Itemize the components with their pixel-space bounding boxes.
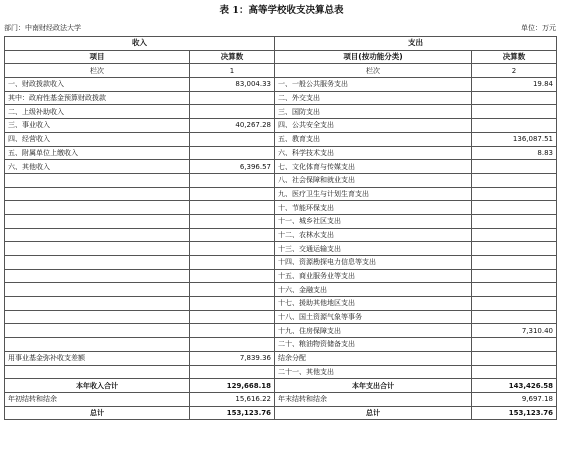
expense-amount-cell [472,160,557,174]
expense-amount-cell [472,365,557,379]
expense-amount-cell [472,338,557,352]
table-row [5,214,557,228]
expense-item-cell: 十八、国土资源气象等事务 [275,310,472,324]
income-amount-cell [190,256,275,270]
expense-lanci-label: 栏次 [275,64,472,78]
income-item-cell [5,187,190,201]
income-total-value: 129,668.18 [190,379,275,393]
income-item-cell [5,283,190,297]
income-amount-cell [190,269,275,283]
income-expense-table [4,36,557,420]
table-row [5,228,557,242]
income-item-header: 项目 [5,50,190,64]
expense-amount-cell [472,351,557,365]
table-row [5,91,557,105]
income-item-cell: 四、经营收入 [5,132,190,146]
income-item-cell [5,310,190,324]
column-header-row [5,50,557,64]
income-item-cell [5,338,190,352]
expense-item-cell: 四、公共安全支出 [275,119,472,133]
table-row [5,242,557,256]
carryover-row [5,392,557,406]
expense-item-cell: 九、医疗卫生与计划生育支出 [275,187,472,201]
expense-item-cell: 七、文化体育与传媒支出 [275,160,472,174]
begin-balance-label: 年初结转和结余 [5,392,190,406]
table-row [5,269,557,283]
expense-amount-cell [472,310,557,324]
table-row [5,119,557,133]
expense-item-cell: 十六、金融支出 [275,283,472,297]
income-amount-cell [190,173,275,187]
income-amount-cell [190,283,275,297]
table-row [5,132,557,146]
expense-amount-cell: 136,087.51 [472,132,557,146]
income-amount-cell: 7,839.36 [190,351,275,365]
expense-section-header: 支出 [275,37,557,51]
income-item-cell: 二、上级补助收入 [5,105,190,119]
expense-amount-cell [472,91,557,105]
expense-amount-cell [472,228,557,242]
expense-amount-cell [472,173,557,187]
expense-total-value: 143,426.58 [472,379,557,393]
expense-item-cell: 二、外交支出 [275,91,472,105]
expense-item-cell: 五、教育支出 [275,132,472,146]
expense-amount-cell [472,297,557,311]
expense-item-cell: 十九、住房保障支出 [275,324,472,338]
income-total-label: 本年收入合计 [5,379,190,393]
table-row [5,365,557,379]
table-row [5,173,557,187]
income-amount-cell [190,132,275,146]
income-amount-cell: 6,396.57 [190,160,275,174]
income-amount-cell [190,146,275,160]
expense-item-cell: 结余分配 [275,351,472,365]
column-index-row [5,64,557,78]
income-amount-cell [190,310,275,324]
table-row [5,297,557,311]
income-item-cell [5,201,190,215]
income-item-cell [5,269,190,283]
income-item-cell: 六、其他收入 [5,160,190,174]
income-lanci-number: 1 [190,64,275,78]
income-amount-cell [190,187,275,201]
table-row [5,78,557,92]
expense-amount-cell [472,105,557,119]
end-balance-label: 年末结转和结余 [275,392,472,406]
income-amount-cell [190,242,275,256]
expense-item-cell: 六、科学技术支出 [275,146,472,160]
table-row [5,256,557,270]
income-amount-cell [190,201,275,215]
section-header-row [5,37,557,51]
expense-item-header: 项目(按功能分类) [275,50,472,64]
grand-total-row [5,406,557,420]
expense-amount-cell [472,242,557,256]
expense-amount-cell [472,201,557,215]
income-amount-cell [190,365,275,379]
expense-amount-cell [472,283,557,297]
income-amount-cell [190,338,275,352]
expense-item-cell: 十五、商业服务业等支出 [275,269,472,283]
income-item-cell [5,214,190,228]
expense-item-cell: 十、节能环保支出 [275,201,472,215]
page-title: 表 1：高等学校收支决算总表 [219,5,344,16]
unit-label: 单位：万元 [521,24,556,32]
expense-amount-cell [472,214,557,228]
income-item-cell [5,242,190,256]
income-item-cell [5,297,190,311]
expense-amount-cell [472,269,557,283]
income-amount-cell: 83,004.33 [190,78,275,92]
table-row [5,310,557,324]
expense-amount-header: 决算数 [472,50,557,64]
expense-amount-cell [472,187,557,201]
income-amount-cell: 40,267.28 [190,119,275,133]
income-amount-cell [190,105,275,119]
expense-item-cell: 十三、交通运输支出 [275,242,472,256]
table-row [5,105,557,119]
income-section-header: 收入 [5,37,275,51]
income-item-cell [5,365,190,379]
income-item-cell: 三、事业收入 [5,119,190,133]
income-amount-cell [190,91,275,105]
expense-amount-cell [472,256,557,270]
expense-grand-label: 总计 [275,406,472,420]
department-label: 部门：中南财经政法大学 [4,24,81,32]
income-grand-value: 153,123.76 [190,406,275,420]
expense-total-label: 本年支出合计 [275,379,472,393]
income-amount-header: 决算数 [190,50,275,64]
expense-item-cell: 八、社会保障和就业支出 [275,173,472,187]
income-item-cell [5,324,190,338]
expense-amount-cell: 8.83 [472,146,557,160]
expense-item-cell: 十四、资源勘探电力信息等支出 [275,256,472,270]
expense-amount-cell: 7,310.40 [472,324,557,338]
expense-item-cell: 二十一、其他支出 [275,365,472,379]
income-lanci-label: 栏次 [5,64,190,78]
income-item-cell: 用事业基金弥补收支差额 [5,351,190,365]
expense-item-cell: 十一、城乡社区支出 [275,214,472,228]
expense-amount-cell: 19.84 [472,78,557,92]
expense-grand-value: 153,123.76 [472,406,557,420]
income-item-cell: 其中：政府性基金预算财政拨款 [5,91,190,105]
annual-total-row [5,379,557,393]
table-row [5,338,557,352]
table-row [5,351,557,365]
income-item-cell [5,256,190,270]
expense-item-cell: 二十、粮油物资储备支出 [275,338,472,352]
income-item-cell: 一、财政拨款收入 [5,78,190,92]
income-item-cell: 五、附属单位上缴收入 [5,146,190,160]
income-item-cell [5,228,190,242]
expense-item-cell: 十七、援助其他地区支出 [275,297,472,311]
income-amount-cell [190,324,275,338]
end-balance-value: 9,697.18 [472,392,557,406]
table-row [5,201,557,215]
expense-item-cell: 一、一般公共服务支出 [275,78,472,92]
table-row [5,187,557,201]
begin-balance-value: 15,616.22 [190,392,275,406]
income-amount-cell [190,297,275,311]
expense-amount-cell [472,119,557,133]
table-row [5,324,557,338]
table-row [5,283,557,297]
table-row [5,160,557,174]
report-meta [4,22,556,34]
expense-item-cell: 三、国防支出 [275,105,472,119]
income-amount-cell [190,228,275,242]
expense-item-cell: 十二、农林水支出 [275,228,472,242]
income-grand-label: 总计 [5,406,190,420]
income-item-cell [5,173,190,187]
expense-lanci-number: 2 [472,64,557,78]
table-row [5,146,557,160]
income-amount-cell [190,214,275,228]
